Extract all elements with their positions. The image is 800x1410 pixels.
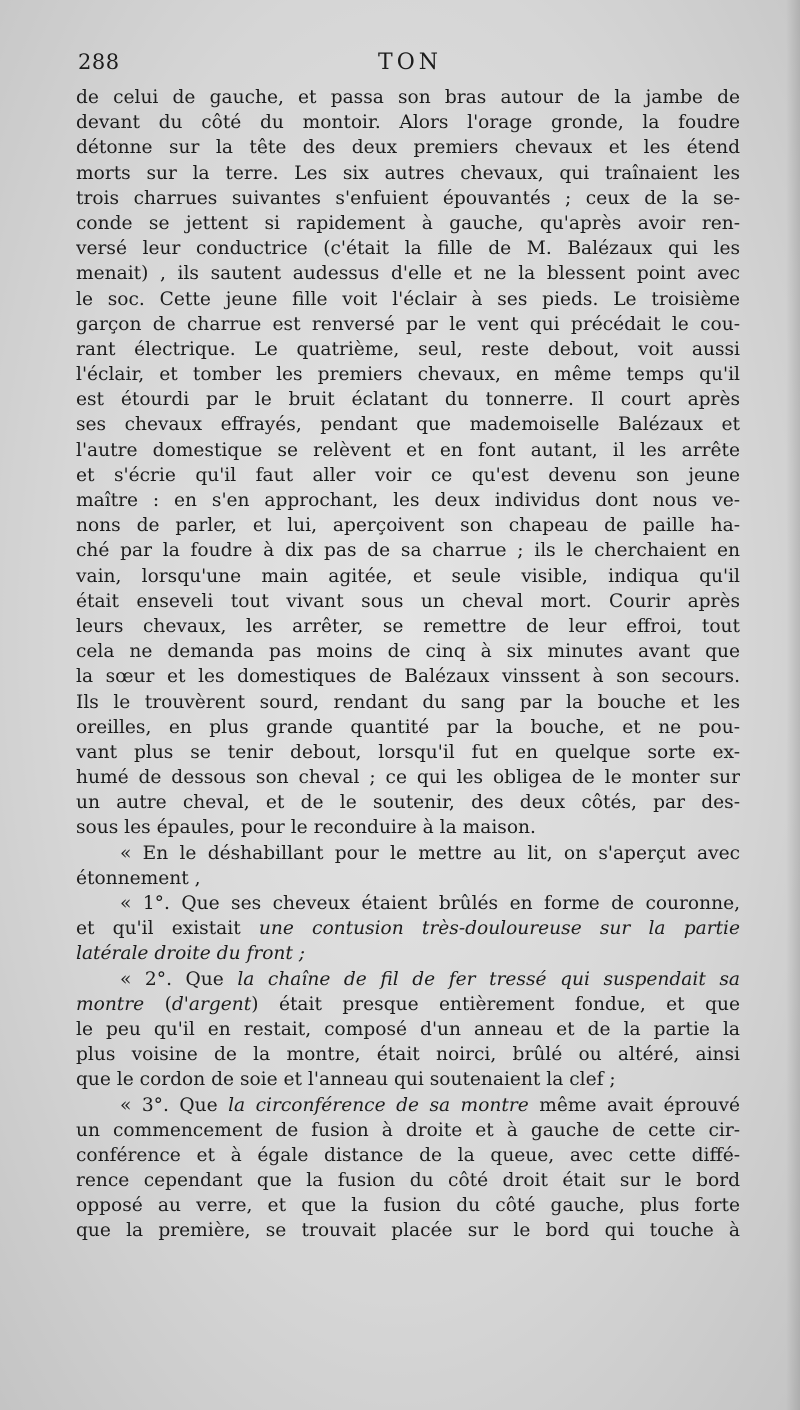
italic-segment: d'argent <box>171 993 252 1015</box>
text-line <box>76 815 740 840</box>
text-segment: était enseveli tout vivant sous un cheval mort. Courir après <box>76 590 740 612</box>
text-line <box>76 488 740 513</box>
text-line <box>76 287 740 312</box>
text-line <box>76 1093 740 1118</box>
text-segment: la sœur et les domestiques de Balézaux vinssent à son secours. <box>76 666 740 688</box>
text-line <box>76 916 740 941</box>
text-line <box>76 941 740 966</box>
text-segment: « 3°. Que <box>120 1094 229 1116</box>
text-line <box>76 337 740 362</box>
text-segment: de celui de gauche, et passa son bras autour de la jambe de <box>76 87 740 108</box>
text-line <box>76 891 740 916</box>
text-segment: ses chevaux effrayés, pendant que mademoiselle Balézaux et <box>76 414 740 436</box>
text-segment: détonne sur la tête des deux premiers chevaux et les étend <box>76 137 740 159</box>
text-segment: rant électrique. Le quatrième, seul, reste debout, voit aussi <box>76 338 740 360</box>
text-segment: « En le déshabillant pour le mettre au lit, on s'aperçut avec <box>120 842 740 864</box>
text-segment: le peu qu'il en restait, composé d'un anneau et de la partie la <box>76 1018 740 1040</box>
page-edge-shadow <box>786 0 800 1410</box>
text-line <box>76 1017 740 1042</box>
text-segment: ( <box>144 993 172 1015</box>
text-segment: plus voisine de la montre, était noirci, brûlé ou altéré, ainsi <box>76 1044 740 1066</box>
italic-segment: latérale droite du front ; <box>76 943 306 965</box>
running-head: TON <box>378 50 442 75</box>
body-text <box>76 85 740 1244</box>
text-line <box>76 1143 740 1168</box>
text-line <box>76 1118 740 1143</box>
text-line <box>76 1193 740 1218</box>
text-line <box>76 1042 740 1067</box>
text-line <box>76 564 740 589</box>
text-line <box>76 664 740 689</box>
text-line <box>76 387 740 412</box>
text-segment: menait) , ils sautent audessus d'elle et ne la blessent point avec <box>76 263 740 285</box>
text-segment: « 1°. Que ses cheveux étaient brûlés en forme de couronne, <box>120 893 740 914</box>
text-segment: opposé au verre, et que la fusion du côté gauche, plus forte <box>76 1195 740 1217</box>
text-segment: que le cordon de soie et l'anneau qui soutenaient la clef ; <box>76 1069 616 1091</box>
text-segment: l'éclair, et tomber les premiers chevaux, en même temps qu'il <box>76 364 740 386</box>
text-segment: l'autre domestique se relèvent et en font autant, il les arrête <box>76 439 740 461</box>
text-line <box>76 1067 740 1092</box>
page-number: 288 <box>78 50 120 74</box>
text-line <box>76 161 740 186</box>
text-segment: est étourdi par le bruit éclatant du tonnerre. Il court après <box>76 389 740 411</box>
text-line <box>76 186 740 211</box>
text-line <box>76 312 740 337</box>
text-line <box>76 992 740 1017</box>
italic-segment: montre <box>76 993 145 1015</box>
text-line <box>76 866 740 891</box>
text-segment: le soc. Cette jeune fille voit l'éclair à ses pieds. Le troisième <box>76 288 740 310</box>
text-segment: conde se jettent si rapidement à gauche, qu'après avoir ren- <box>76 212 740 234</box>
text-line <box>76 740 740 765</box>
text-line <box>76 236 740 261</box>
text-line <box>76 412 740 437</box>
text-segment: même avait éprouvé <box>528 1094 740 1116</box>
italic-segment: la circonférence de sa montre <box>228 1094 529 1116</box>
text-line <box>76 1218 740 1243</box>
text-line <box>76 639 740 664</box>
text-segment: ché par la foudre à dix pas de sa charrue ; ils le cherchaient en <box>76 540 740 562</box>
text-line <box>76 589 740 614</box>
text-segment: et s'écrie qu'il faut aller voir ce qu'est devenu son jeune <box>76 464 740 486</box>
text-line <box>76 362 740 387</box>
page-header <box>78 50 742 80</box>
text-segment: vain, lorsqu'une main agitée, et seule visible, indiqua qu'il <box>76 565 740 587</box>
text-segment: étonnement , <box>76 867 201 889</box>
text-segment: humé de dessous son cheval ; ce qui les obligea de le monter sur <box>76 767 740 789</box>
text-line <box>76 538 740 563</box>
text-line <box>76 211 740 236</box>
text-line <box>76 438 740 463</box>
text-segment: vant plus se tenir debout, lorsqu'il fut en quelque sorte ex- <box>76 741 740 763</box>
text-line <box>76 765 740 790</box>
text-line <box>76 463 740 488</box>
text-line <box>76 85 740 110</box>
text-segment: morts sur la terre. Les six autres chevaux, qui traînaient les <box>76 162 740 184</box>
text-line <box>76 715 740 740</box>
text-segment: conférence et à égale distance de la queue, avec cette diffé- <box>76 1144 740 1166</box>
text-line <box>76 790 740 815</box>
text-segment: cela ne demanda pas moins de cinq à six minutes avant que <box>76 641 740 663</box>
text-segment: un autre cheval, et de le soutenir, des deux côtés, par des- <box>76 792 740 814</box>
text-line <box>76 110 740 135</box>
text-segment: sous les épaules, pour le reconduire à la maison. <box>76 817 536 839</box>
text-segment: leurs chevaux, les arrêter, se remettre de leur effroi, tout <box>76 615 740 637</box>
text-line <box>76 690 740 715</box>
text-line <box>76 967 740 992</box>
text-line <box>76 135 740 160</box>
text-segment: trois charrues suivantes s'enfuient épouvantés ; ceux de la se- <box>76 187 740 209</box>
text-line <box>76 513 740 538</box>
text-segment: ) était presque entièrement fondue, et que <box>251 993 740 1015</box>
text-segment: un commencement de fusion à droite et à gauche de cette cir- <box>76 1119 740 1141</box>
text-segment: rence cependant que la fusion du côté droit était sur le bord <box>76 1170 740 1192</box>
text-segment: maître : en s'en approchant, les deux individus dont nous ve- <box>76 490 740 511</box>
text-segment: garçon de charrue est renversé par le vent qui précédait le cou- <box>76 313 740 335</box>
italic-segment: une contusion très-douloureuse sur la partie <box>258 918 740 940</box>
text-segment: et qu'il existait <box>76 918 259 940</box>
text-line <box>76 841 740 866</box>
text-segment: Ils le trouvèrent sourd, rendant du sang par la bouche et les <box>76 691 740 713</box>
text-segment: oreilles, en plus grande quantité par la bouche, et ne pou- <box>76 716 740 738</box>
text-segment: que la première, se trouvait placée sur le bord qui touche à <box>76 1220 740 1242</box>
text-line <box>76 614 740 639</box>
text-segment: nons de parler, et lui, aperçoivent son chapeau de paille ha- <box>76 515 740 537</box>
text-segment: « 2°. Que <box>120 968 238 990</box>
italic-segment: la chaîne de fil de fer tressé qui suspendait sa <box>237 968 740 990</box>
text-segment: versé leur conductrice (c'était la fille de M. Balézaux qui les <box>76 238 740 260</box>
text-line <box>76 261 740 286</box>
text-segment: devant du côté du montoir. Alors l'orage gronde, la foudre <box>76 112 740 134</box>
text-line <box>76 1168 740 1193</box>
